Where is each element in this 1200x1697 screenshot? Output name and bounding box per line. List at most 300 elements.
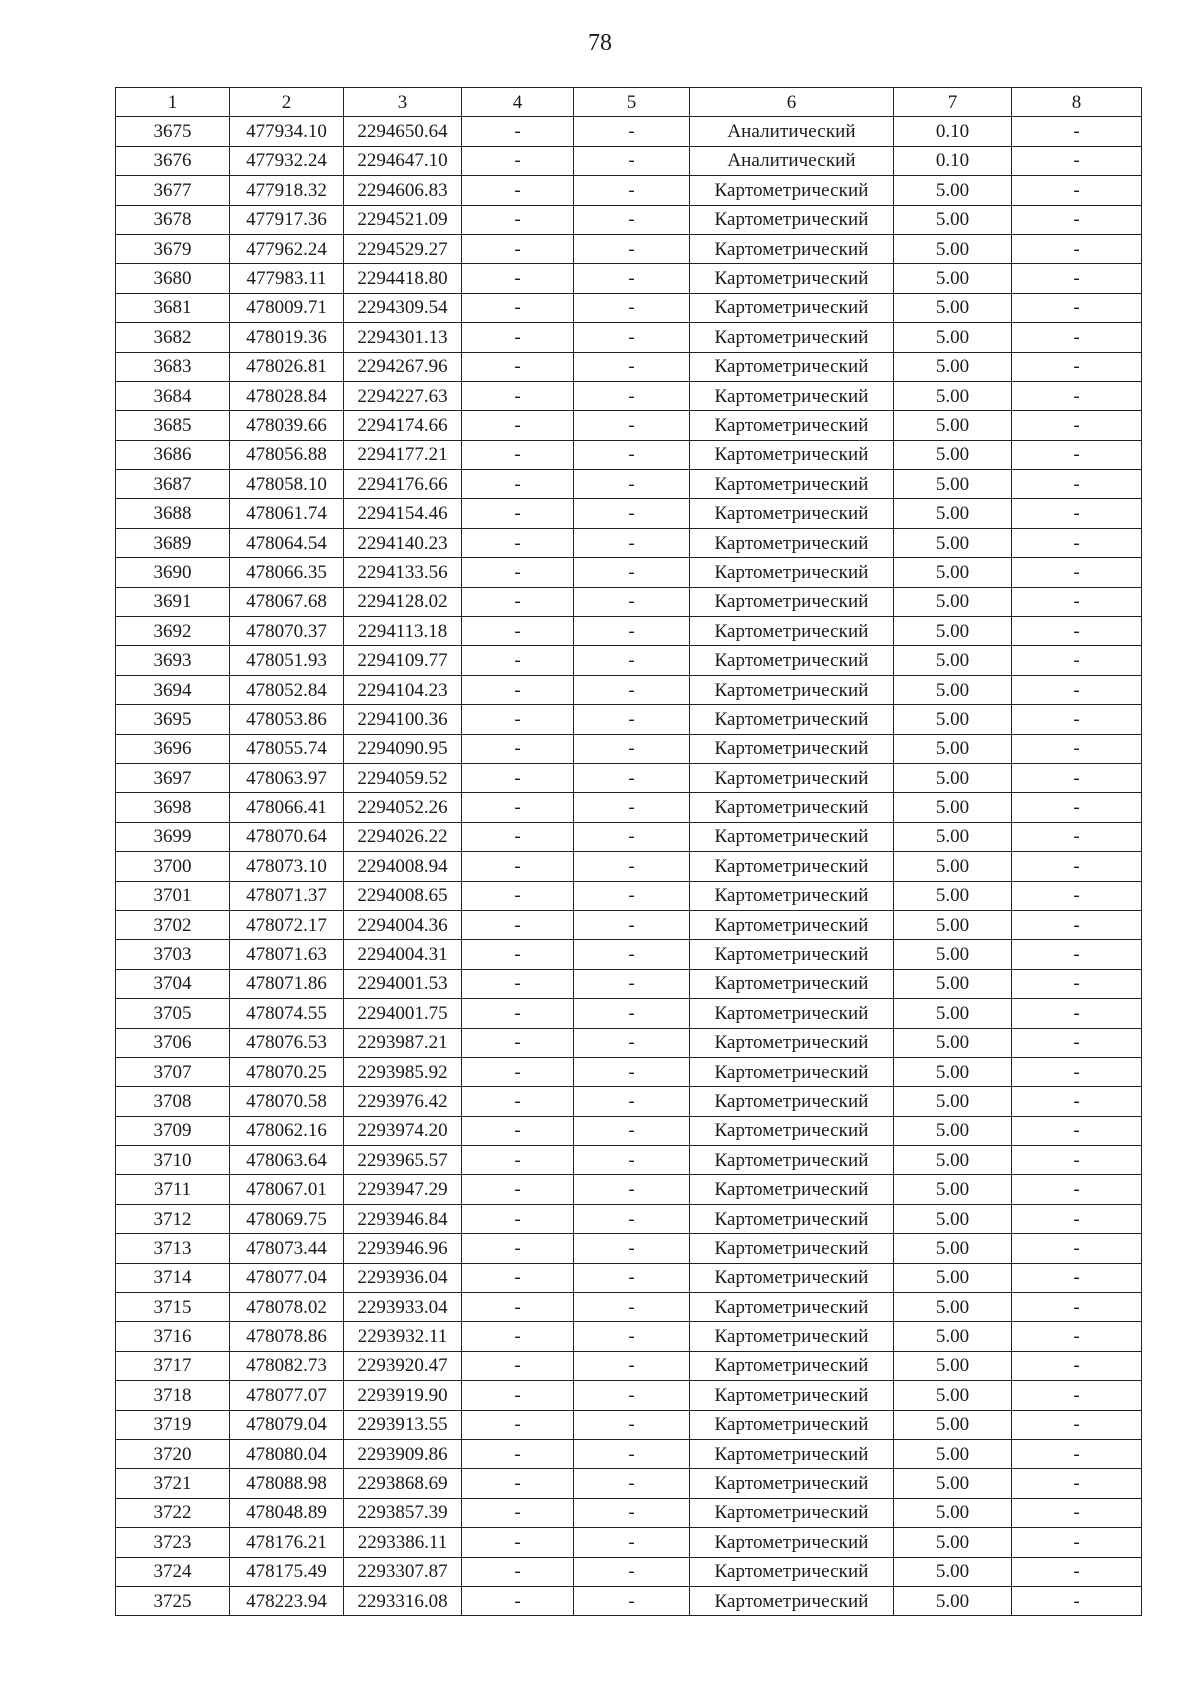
col4-cell: - <box>462 1410 574 1439</box>
y-coordinate-cell: 2294008.94 <box>344 852 462 881</box>
method-cell: Картометрический <box>690 499 894 528</box>
col4-cell: - <box>462 176 574 205</box>
col8-cell: - <box>1012 499 1142 528</box>
method-cell: Картометрический <box>690 1204 894 1233</box>
method-cell: Картометрический <box>690 1557 894 1586</box>
col4-cell: - <box>462 1087 574 1116</box>
point-number-cell: 3694 <box>116 675 230 704</box>
x-coordinate-cell: 478052.84 <box>230 675 344 704</box>
accuracy-cell: 5.00 <box>894 646 1012 675</box>
y-coordinate-cell: 2294647.10 <box>344 146 462 175</box>
method-cell: Картометрический <box>690 264 894 293</box>
col5-cell: - <box>574 1469 690 1498</box>
y-coordinate-cell: 2293932.11 <box>344 1322 462 1351</box>
point-number-cell: 3708 <box>116 1087 230 1116</box>
y-coordinate-cell: 2294004.31 <box>344 940 462 969</box>
table-row <box>116 205 1142 234</box>
col8-cell: - <box>1012 822 1142 851</box>
method-cell: Картометрический <box>690 1381 894 1410</box>
col5-cell: - <box>574 381 690 410</box>
col4-cell: - <box>462 940 574 969</box>
col5-cell: - <box>574 205 690 234</box>
col4-cell: - <box>462 587 574 616</box>
header-cell: 4 <box>462 88 574 117</box>
col4-cell: - <box>462 381 574 410</box>
x-coordinate-cell: 478078.86 <box>230 1322 344 1351</box>
col4-cell: - <box>462 881 574 910</box>
method-cell: Аналитический <box>690 117 894 146</box>
accuracy-cell: 5.00 <box>894 1146 1012 1175</box>
table-row <box>116 1439 1142 1468</box>
col4-cell: - <box>462 205 574 234</box>
accuracy-cell: 5.00 <box>894 234 1012 263</box>
y-coordinate-cell: 2294052.26 <box>344 793 462 822</box>
x-coordinate-cell: 478078.02 <box>230 1293 344 1322</box>
x-coordinate-cell: 478028.84 <box>230 381 344 410</box>
x-coordinate-cell: 478053.86 <box>230 705 344 734</box>
col4-cell: - <box>462 558 574 587</box>
y-coordinate-cell: 2294001.53 <box>344 969 462 998</box>
col4-cell: - <box>462 1557 574 1586</box>
col4-cell: - <box>462 1234 574 1263</box>
col4-cell: - <box>462 675 574 704</box>
x-coordinate-cell: 478071.86 <box>230 969 344 998</box>
method-cell: Картометрический <box>690 793 894 822</box>
y-coordinate-cell: 2294059.52 <box>344 763 462 792</box>
table-row <box>116 1293 1142 1322</box>
col5-cell: - <box>574 323 690 352</box>
col8-cell: - <box>1012 999 1142 1028</box>
y-coordinate-cell: 2294140.23 <box>344 528 462 557</box>
method-cell: Картометрический <box>690 1498 894 1527</box>
coordinates-table <box>115 87 1142 1616</box>
x-coordinate-cell: 478073.44 <box>230 1234 344 1263</box>
y-coordinate-cell: 2293857.39 <box>344 1498 462 1527</box>
x-coordinate-cell: 478071.37 <box>230 881 344 910</box>
col4-cell: - <box>462 293 574 322</box>
accuracy-cell: 5.00 <box>894 617 1012 646</box>
y-coordinate-cell: 2293946.84 <box>344 1204 462 1233</box>
point-number-cell: 3683 <box>116 352 230 381</box>
col8-cell: - <box>1012 734 1142 763</box>
col5-cell: - <box>574 1234 690 1263</box>
col5-cell: - <box>574 1410 690 1439</box>
col5-cell: - <box>574 1146 690 1175</box>
col8-cell: - <box>1012 1293 1142 1322</box>
method-cell: Картометрический <box>690 1116 894 1145</box>
col8-cell: - <box>1012 558 1142 587</box>
method-cell: Картометрический <box>690 293 894 322</box>
point-number-cell: 3720 <box>116 1439 230 1468</box>
x-coordinate-cell: 478071.63 <box>230 940 344 969</box>
y-coordinate-cell: 2293920.47 <box>344 1351 462 1380</box>
method-cell: Картометрический <box>690 1528 894 1557</box>
accuracy-cell: 5.00 <box>894 1293 1012 1322</box>
col4-cell: - <box>462 734 574 763</box>
y-coordinate-cell: 2293868.69 <box>344 1469 462 1498</box>
col8-cell: - <box>1012 617 1142 646</box>
accuracy-cell: 5.00 <box>894 381 1012 410</box>
y-coordinate-cell: 2294177.21 <box>344 440 462 469</box>
header-row <box>116 88 1142 117</box>
method-cell: Картометрический <box>690 822 894 851</box>
accuracy-cell: 0.10 <box>894 146 1012 175</box>
method-cell: Картометрический <box>690 1175 894 1204</box>
y-coordinate-cell: 2294650.64 <box>344 117 462 146</box>
y-coordinate-cell: 2293987.21 <box>344 1028 462 1057</box>
y-coordinate-cell: 2294100.36 <box>344 705 462 734</box>
table-row <box>116 1087 1142 1116</box>
point-number-cell: 3679 <box>116 234 230 263</box>
method-cell: Картометрический <box>690 1439 894 1468</box>
col4-cell: - <box>462 1469 574 1498</box>
y-coordinate-cell: 2293974.20 <box>344 1116 462 1145</box>
col5-cell: - <box>574 705 690 734</box>
col4-cell: - <box>462 705 574 734</box>
method-cell: Картометрический <box>690 528 894 557</box>
col4-cell: - <box>462 617 574 646</box>
col8-cell: - <box>1012 528 1142 557</box>
table-row <box>116 1469 1142 1498</box>
col4-cell: - <box>462 1057 574 1086</box>
col4-cell: - <box>462 234 574 263</box>
method-cell: Картометрический <box>690 381 894 410</box>
point-number-cell: 3706 <box>116 1028 230 1057</box>
point-number-cell: 3682 <box>116 323 230 352</box>
col8-cell: - <box>1012 969 1142 998</box>
col5-cell: - <box>574 940 690 969</box>
point-number-cell: 3695 <box>116 705 230 734</box>
y-coordinate-cell: 2293947.29 <box>344 1175 462 1204</box>
header-cell: 7 <box>894 88 1012 117</box>
method-cell: Картометрический <box>690 705 894 734</box>
method-cell: Картометрический <box>690 323 894 352</box>
col4-cell: - <box>462 323 574 352</box>
table-row <box>116 734 1142 763</box>
table-row <box>116 1028 1142 1057</box>
table-row <box>116 1381 1142 1410</box>
x-coordinate-cell: 477962.24 <box>230 234 344 263</box>
point-number-cell: 3697 <box>116 763 230 792</box>
y-coordinate-cell: 2294154.46 <box>344 499 462 528</box>
point-number-cell: 3717 <box>116 1351 230 1380</box>
y-coordinate-cell: 2294026.22 <box>344 822 462 851</box>
y-coordinate-cell: 2294109.77 <box>344 646 462 675</box>
col5-cell: - <box>574 734 690 763</box>
col8-cell: - <box>1012 1175 1142 1204</box>
col5-cell: - <box>574 852 690 881</box>
col5-cell: - <box>574 1351 690 1380</box>
x-coordinate-cell: 478063.64 <box>230 1146 344 1175</box>
x-coordinate-cell: 478070.37 <box>230 617 344 646</box>
col8-cell: - <box>1012 352 1142 381</box>
col8-cell: - <box>1012 146 1142 175</box>
x-coordinate-cell: 478039.66 <box>230 411 344 440</box>
x-coordinate-cell: 478072.17 <box>230 910 344 939</box>
method-cell: Аналитический <box>690 146 894 175</box>
y-coordinate-cell: 2293933.04 <box>344 1293 462 1322</box>
point-number-cell: 3689 <box>116 528 230 557</box>
method-cell: Картометрический <box>690 881 894 910</box>
method-cell: Картометрический <box>690 1057 894 1086</box>
table-row <box>116 1057 1142 1086</box>
y-coordinate-cell: 2294090.95 <box>344 734 462 763</box>
col5-cell: - <box>574 793 690 822</box>
col4-cell: - <box>462 1528 574 1557</box>
col8-cell: - <box>1012 646 1142 675</box>
y-coordinate-cell: 2294128.02 <box>344 587 462 616</box>
y-coordinate-cell: 2294104.23 <box>344 675 462 704</box>
point-number-cell: 3685 <box>116 411 230 440</box>
col4-cell: - <box>462 1322 574 1351</box>
accuracy-cell: 5.00 <box>894 176 1012 205</box>
point-number-cell: 3710 <box>116 1146 230 1175</box>
method-cell: Картометрический <box>690 763 894 792</box>
y-coordinate-cell: 2293316.08 <box>344 1586 462 1615</box>
col5-cell: - <box>574 1263 690 1292</box>
method-cell: Картометрический <box>690 234 894 263</box>
y-coordinate-cell: 2293985.92 <box>344 1057 462 1086</box>
method-cell: Картометрический <box>690 969 894 998</box>
table-row <box>116 910 1142 939</box>
col4-cell: - <box>462 352 574 381</box>
col8-cell: - <box>1012 1204 1142 1233</box>
col8-cell: - <box>1012 1057 1142 1086</box>
table-row <box>116 1175 1142 1204</box>
x-coordinate-cell: 478056.88 <box>230 440 344 469</box>
point-number-cell: 3698 <box>116 793 230 822</box>
table-row <box>116 499 1142 528</box>
col5-cell: - <box>574 499 690 528</box>
x-coordinate-cell: 478079.04 <box>230 1410 344 1439</box>
col8-cell: - <box>1012 1263 1142 1292</box>
accuracy-cell: 5.00 <box>894 675 1012 704</box>
col4-cell: - <box>462 793 574 822</box>
table-row <box>116 705 1142 734</box>
point-number-cell: 3723 <box>116 1528 230 1557</box>
col8-cell: - <box>1012 587 1142 616</box>
point-number-cell: 3686 <box>116 440 230 469</box>
col5-cell: - <box>574 1116 690 1145</box>
accuracy-cell: 5.00 <box>894 1410 1012 1439</box>
table-row <box>116 1528 1142 1557</box>
y-coordinate-cell: 2293946.96 <box>344 1234 462 1263</box>
col4-cell: - <box>462 1116 574 1145</box>
accuracy-cell: 5.00 <box>894 558 1012 587</box>
accuracy-cell: 5.00 <box>894 528 1012 557</box>
point-number-cell: 3693 <box>116 646 230 675</box>
col8-cell: - <box>1012 323 1142 352</box>
point-number-cell: 3704 <box>116 969 230 998</box>
point-number-cell: 3703 <box>116 940 230 969</box>
col5-cell: - <box>574 646 690 675</box>
method-cell: Картометрический <box>690 1263 894 1292</box>
y-coordinate-cell: 2294418.80 <box>344 264 462 293</box>
col5-cell: - <box>574 587 690 616</box>
point-number-cell: 3680 <box>116 264 230 293</box>
table-row <box>116 528 1142 557</box>
accuracy-cell: 5.00 <box>894 1028 1012 1057</box>
col5-cell: - <box>574 1087 690 1116</box>
accuracy-cell: 5.00 <box>894 822 1012 851</box>
col4-cell: - <box>462 1175 574 1204</box>
point-number-cell: 3721 <box>116 1469 230 1498</box>
table-row <box>116 1146 1142 1175</box>
accuracy-cell: 5.00 <box>894 293 1012 322</box>
method-cell: Картометрический <box>690 734 894 763</box>
table-row <box>116 969 1142 998</box>
x-coordinate-cell: 478080.04 <box>230 1439 344 1468</box>
accuracy-cell: 5.00 <box>894 793 1012 822</box>
accuracy-cell: 5.00 <box>894 734 1012 763</box>
point-number-cell: 3714 <box>116 1263 230 1292</box>
method-cell: Картометрический <box>690 1234 894 1263</box>
y-coordinate-cell: 2294521.09 <box>344 205 462 234</box>
page-number: 78 <box>588 30 612 56</box>
accuracy-cell: 5.00 <box>894 1116 1012 1145</box>
x-coordinate-cell: 478175.49 <box>230 1557 344 1586</box>
x-coordinate-cell: 478070.64 <box>230 822 344 851</box>
accuracy-cell: 5.00 <box>894 1263 1012 1292</box>
col8-cell: - <box>1012 705 1142 734</box>
col4-cell: - <box>462 999 574 1028</box>
x-coordinate-cell: 478055.74 <box>230 734 344 763</box>
table-row <box>116 323 1142 352</box>
col8-cell: - <box>1012 1410 1142 1439</box>
col4-cell: - <box>462 822 574 851</box>
method-cell: Картометрический <box>690 646 894 675</box>
accuracy-cell: 5.00 <box>894 1322 1012 1351</box>
point-number-cell: 3677 <box>116 176 230 205</box>
table-row <box>116 381 1142 410</box>
point-number-cell: 3692 <box>116 617 230 646</box>
x-coordinate-cell: 478088.98 <box>230 1469 344 1498</box>
col4-cell: - <box>462 264 574 293</box>
y-coordinate-cell: 2294267.96 <box>344 352 462 381</box>
x-coordinate-cell: 478061.74 <box>230 499 344 528</box>
col4-cell: - <box>462 1439 574 1468</box>
point-number-cell: 3700 <box>116 852 230 881</box>
method-cell: Картометрический <box>690 617 894 646</box>
point-number-cell: 3676 <box>116 146 230 175</box>
header-cell: 1 <box>116 88 230 117</box>
accuracy-cell: 5.00 <box>894 705 1012 734</box>
col5-cell: - <box>574 1586 690 1615</box>
method-cell: Картометрический <box>690 1087 894 1116</box>
method-cell: Картометрический <box>690 1410 894 1439</box>
method-cell: Картометрический <box>690 999 894 1028</box>
col8-cell: - <box>1012 793 1142 822</box>
method-cell: Картометрический <box>690 1293 894 1322</box>
table-row <box>116 176 1142 205</box>
col5-cell: - <box>574 1322 690 1351</box>
col8-cell: - <box>1012 1351 1142 1380</box>
col8-cell: - <box>1012 440 1142 469</box>
col5-cell: - <box>574 1175 690 1204</box>
point-number-cell: 3688 <box>116 499 230 528</box>
table-row <box>116 1322 1142 1351</box>
col5-cell: - <box>574 264 690 293</box>
y-coordinate-cell: 2294133.56 <box>344 558 462 587</box>
x-coordinate-cell: 478048.89 <box>230 1498 344 1527</box>
point-number-cell: 3707 <box>116 1057 230 1086</box>
accuracy-cell: 5.00 <box>894 1586 1012 1615</box>
x-coordinate-cell: 478069.75 <box>230 1204 344 1233</box>
accuracy-cell: 5.00 <box>894 587 1012 616</box>
method-cell: Картометрический <box>690 852 894 881</box>
accuracy-cell: 5.00 <box>894 1381 1012 1410</box>
col4-cell: - <box>462 1586 574 1615</box>
accuracy-cell: 5.00 <box>894 999 1012 1028</box>
y-coordinate-cell: 2294113.18 <box>344 617 462 646</box>
x-coordinate-cell: 478063.97 <box>230 763 344 792</box>
method-cell: Картометрический <box>690 470 894 499</box>
col8-cell: - <box>1012 117 1142 146</box>
col8-cell: - <box>1012 1586 1142 1615</box>
col8-cell: - <box>1012 176 1142 205</box>
accuracy-cell: 5.00 <box>894 1528 1012 1557</box>
table-row <box>116 234 1142 263</box>
x-coordinate-cell: 478019.36 <box>230 323 344 352</box>
point-number-cell: 3712 <box>116 1204 230 1233</box>
table-row <box>116 793 1142 822</box>
col4-cell: - <box>462 1146 574 1175</box>
accuracy-cell: 5.00 <box>894 352 1012 381</box>
accuracy-cell: 5.00 <box>894 910 1012 939</box>
x-coordinate-cell: 478067.68 <box>230 587 344 616</box>
table-row <box>116 1410 1142 1439</box>
col4-cell: - <box>462 763 574 792</box>
x-coordinate-cell: 477934.10 <box>230 117 344 146</box>
table-row <box>116 822 1142 851</box>
x-coordinate-cell: 478009.71 <box>230 293 344 322</box>
x-coordinate-cell: 478223.94 <box>230 1586 344 1615</box>
x-coordinate-cell: 478058.10 <box>230 470 344 499</box>
col8-cell: - <box>1012 205 1142 234</box>
col5-cell: - <box>574 1528 690 1557</box>
col4-cell: - <box>462 1498 574 1527</box>
col5-cell: - <box>574 470 690 499</box>
table-row <box>116 1204 1142 1233</box>
method-cell: Картометрический <box>690 1586 894 1615</box>
y-coordinate-cell: 2293913.55 <box>344 1410 462 1439</box>
col5-cell: - <box>574 352 690 381</box>
col8-cell: - <box>1012 1381 1142 1410</box>
accuracy-cell: 5.00 <box>894 323 1012 352</box>
table-row <box>116 675 1142 704</box>
col4-cell: - <box>462 499 574 528</box>
point-number-cell: 3681 <box>116 293 230 322</box>
accuracy-cell: 5.00 <box>894 852 1012 881</box>
y-coordinate-cell: 2294174.66 <box>344 411 462 440</box>
point-number-cell: 3715 <box>116 1293 230 1322</box>
accuracy-cell: 5.00 <box>894 499 1012 528</box>
table-row <box>116 852 1142 881</box>
table-row <box>116 646 1142 675</box>
col8-cell: - <box>1012 264 1142 293</box>
col4-cell: - <box>462 1263 574 1292</box>
col4-cell: - <box>462 1204 574 1233</box>
table-row <box>116 1263 1142 1292</box>
col8-cell: - <box>1012 1234 1142 1263</box>
col5-cell: - <box>574 176 690 205</box>
x-coordinate-cell: 477918.32 <box>230 176 344 205</box>
col8-cell: - <box>1012 1498 1142 1527</box>
accuracy-cell: 5.00 <box>894 763 1012 792</box>
accuracy-cell: 5.00 <box>894 1204 1012 1233</box>
x-coordinate-cell: 478077.04 <box>230 1263 344 1292</box>
accuracy-cell: 5.00 <box>894 969 1012 998</box>
